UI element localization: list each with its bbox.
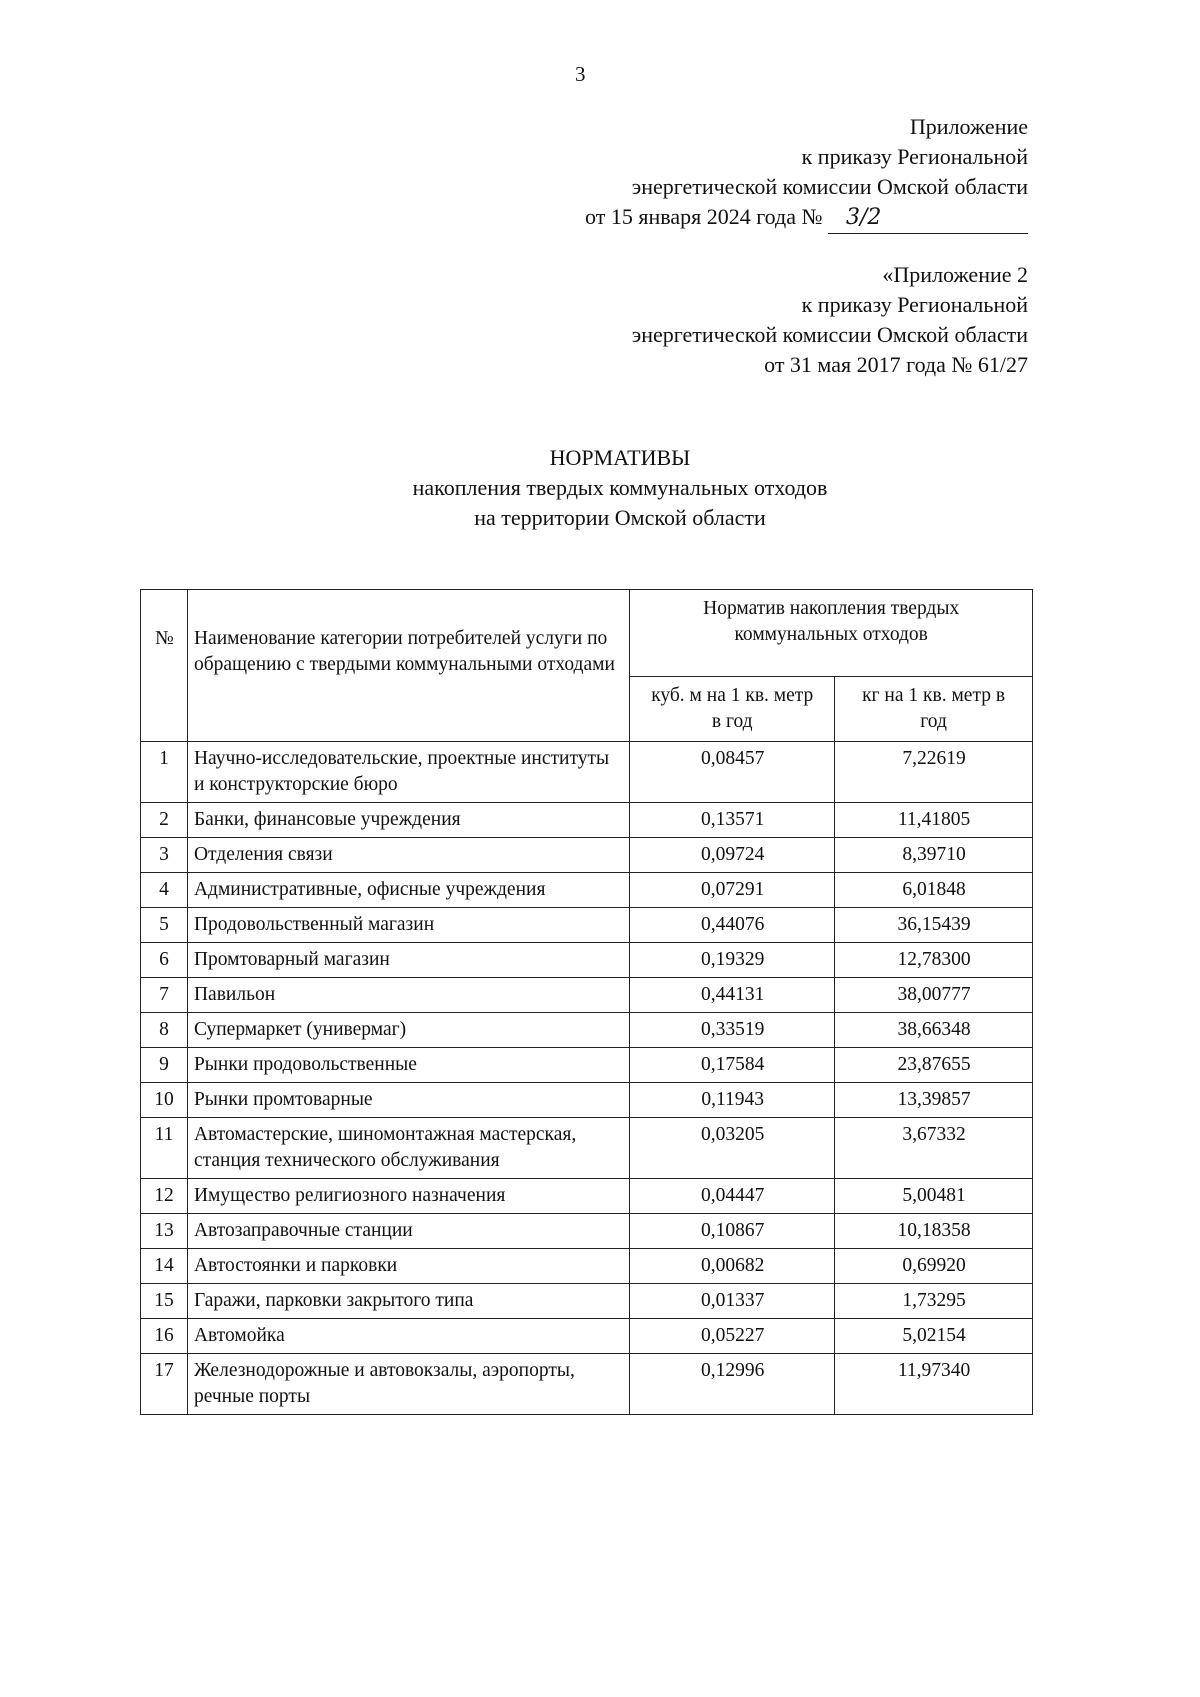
row-number: 1 [141, 742, 188, 803]
table-row [141, 803, 1033, 838]
row-kg: 5,00481 [835, 1179, 1033, 1214]
header-norm: Норматив накопления твердых коммунальных отходов [630, 590, 1033, 677]
row-m3: 0,03205 [630, 1118, 835, 1179]
row-name: Промтоварный магазин [187, 943, 629, 978]
handwritten-number: 3/2 [828, 203, 1028, 234]
row-name: Отделения связи [187, 838, 629, 873]
row-number: 8 [141, 1013, 188, 1048]
row-number: 7 [141, 978, 188, 1013]
row-kg: 5,02154 [835, 1319, 1033, 1354]
table-row [141, 838, 1033, 873]
row-name: Продовольственный магазин [187, 908, 629, 943]
title-heading: НОРМАТИВЫ [549, 445, 691, 470]
header-name: Наименование категории потребителей услуги по обращению с твердыми коммунальными отходами [187, 590, 629, 742]
row-kg: 23,87655 [835, 1048, 1033, 1083]
row-name: Автомойка [187, 1319, 629, 1354]
appendix-line: энергетической комиссии Омской области [631, 322, 1028, 347]
row-m3: 0,19329 [630, 943, 835, 978]
appendix-line: от 31 мая 2017 года № 61/27 [764, 352, 1028, 377]
header-num: № [141, 590, 188, 742]
table-row [141, 1354, 1033, 1415]
row-m3: 0,08457 [630, 742, 835, 803]
row-name: Гаражи, парковки закрытого типа [187, 1284, 629, 1319]
table-row [141, 1118, 1033, 1179]
row-name: Научно-исследовательские, проектные институты и конструкторские бюро [187, 742, 629, 803]
row-m3: 0,17584 [630, 1048, 835, 1083]
row-kg: 38,66348 [835, 1013, 1033, 1048]
row-number: 3 [141, 838, 188, 873]
appendix-line: к приказу Региональной [801, 292, 1028, 317]
row-m3: 0,05227 [630, 1319, 835, 1354]
row-name: Рынки промтоварные [187, 1083, 629, 1118]
page-number: 3 [575, 62, 586, 86]
row-kg: 11,97340 [835, 1354, 1033, 1415]
row-number: 2 [141, 803, 188, 838]
appendix-line: энергетической комиссии Омской области [631, 174, 1028, 199]
row-number: 5 [141, 908, 188, 943]
table-row [141, 943, 1033, 978]
appendix-line: к приказу Региональной [801, 144, 1028, 169]
row-m3: 0,07291 [630, 873, 835, 908]
row-m3: 0,44076 [630, 908, 835, 943]
table-row [141, 1249, 1033, 1284]
table-row [141, 742, 1033, 803]
table-row [141, 1214, 1033, 1249]
row-number: 13 [141, 1214, 188, 1249]
row-number: 14 [141, 1249, 188, 1284]
row-name: Административные, офисные учреждения [187, 873, 629, 908]
row-number: 10 [141, 1083, 188, 1118]
row-m3: 0,44131 [630, 978, 835, 1013]
row-kg: 36,15439 [835, 908, 1033, 943]
appendix-header [585, 112, 1028, 234]
header-kg: кг на 1 кв. метр в год [835, 677, 1033, 742]
header-m3: куб. м на 1 кв. метр в год [630, 677, 835, 742]
appendix-date: от 15 января 2024 года № [585, 204, 823, 229]
table-row [141, 908, 1033, 943]
row-m3: 0,09724 [630, 838, 835, 873]
row-m3: 0,13571 [630, 803, 835, 838]
row-number: 17 [141, 1354, 188, 1415]
row-kg: 6,01848 [835, 873, 1033, 908]
row-m3: 0,12996 [630, 1354, 835, 1415]
row-kg: 3,67332 [835, 1118, 1033, 1179]
row-number: 11 [141, 1118, 188, 1179]
table-row [141, 1083, 1033, 1118]
row-kg: 1,73295 [835, 1284, 1033, 1319]
original-appendix-header [632, 260, 1028, 380]
row-m3: 0,10867 [630, 1214, 835, 1249]
row-name: Супермаркет (универмаг) [187, 1013, 629, 1048]
row-kg: 11,41805 [835, 803, 1033, 838]
row-kg: 7,22619 [835, 742, 1033, 803]
row-m3: 0,11943 [630, 1083, 835, 1118]
row-kg: 13,39857 [835, 1083, 1033, 1118]
table-row [141, 1319, 1033, 1354]
appendix-line: «Приложение 2 [882, 262, 1028, 287]
row-number: 15 [141, 1284, 188, 1319]
table-row [141, 1048, 1033, 1083]
row-number: 6 [141, 943, 188, 978]
row-number: 9 [141, 1048, 188, 1083]
row-name: Автомастерские, шиномонтажная мастерская, станция технического обслуживания [187, 1118, 629, 1179]
row-kg: 8,39710 [835, 838, 1033, 873]
row-name: Автозаправочные станции [187, 1214, 629, 1249]
row-number: 16 [141, 1319, 188, 1354]
table-row [141, 873, 1033, 908]
row-kg: 38,00777 [835, 978, 1033, 1013]
row-m3: 0,33519 [630, 1013, 835, 1048]
row-m3: 0,04447 [630, 1179, 835, 1214]
document-title [140, 443, 1100, 533]
row-kg: 12,78300 [835, 943, 1033, 978]
norms-table [140, 589, 1033, 1415]
row-number: 4 [141, 873, 188, 908]
row-m3: 0,01337 [630, 1284, 835, 1319]
row-kg: 0,69920 [835, 1249, 1033, 1284]
row-name: Железнодорожные и автовокзалы, аэропорты, речные порты [187, 1354, 629, 1415]
title-line: накопления твердых коммунальных отходов [412, 475, 828, 500]
row-name: Банки, финансовые учреждения [187, 803, 629, 838]
title-line: на территории Омской области [474, 505, 766, 530]
row-name: Автостоянки и парковки [187, 1249, 629, 1284]
row-number: 12 [141, 1179, 188, 1214]
table-row [141, 1013, 1033, 1048]
table-row [141, 1179, 1033, 1214]
row-m3: 0,00682 [630, 1249, 835, 1284]
row-kg: 10,18358 [835, 1214, 1033, 1249]
appendix-date-line [585, 202, 1028, 234]
appendix-line: Приложение [909, 114, 1028, 139]
table-row [141, 978, 1033, 1013]
table-row [141, 1284, 1033, 1319]
row-name: Рынки продовольственные [187, 1048, 629, 1083]
row-name: Имущество религиозного назначения [187, 1179, 629, 1214]
row-name: Павильон [187, 978, 629, 1013]
